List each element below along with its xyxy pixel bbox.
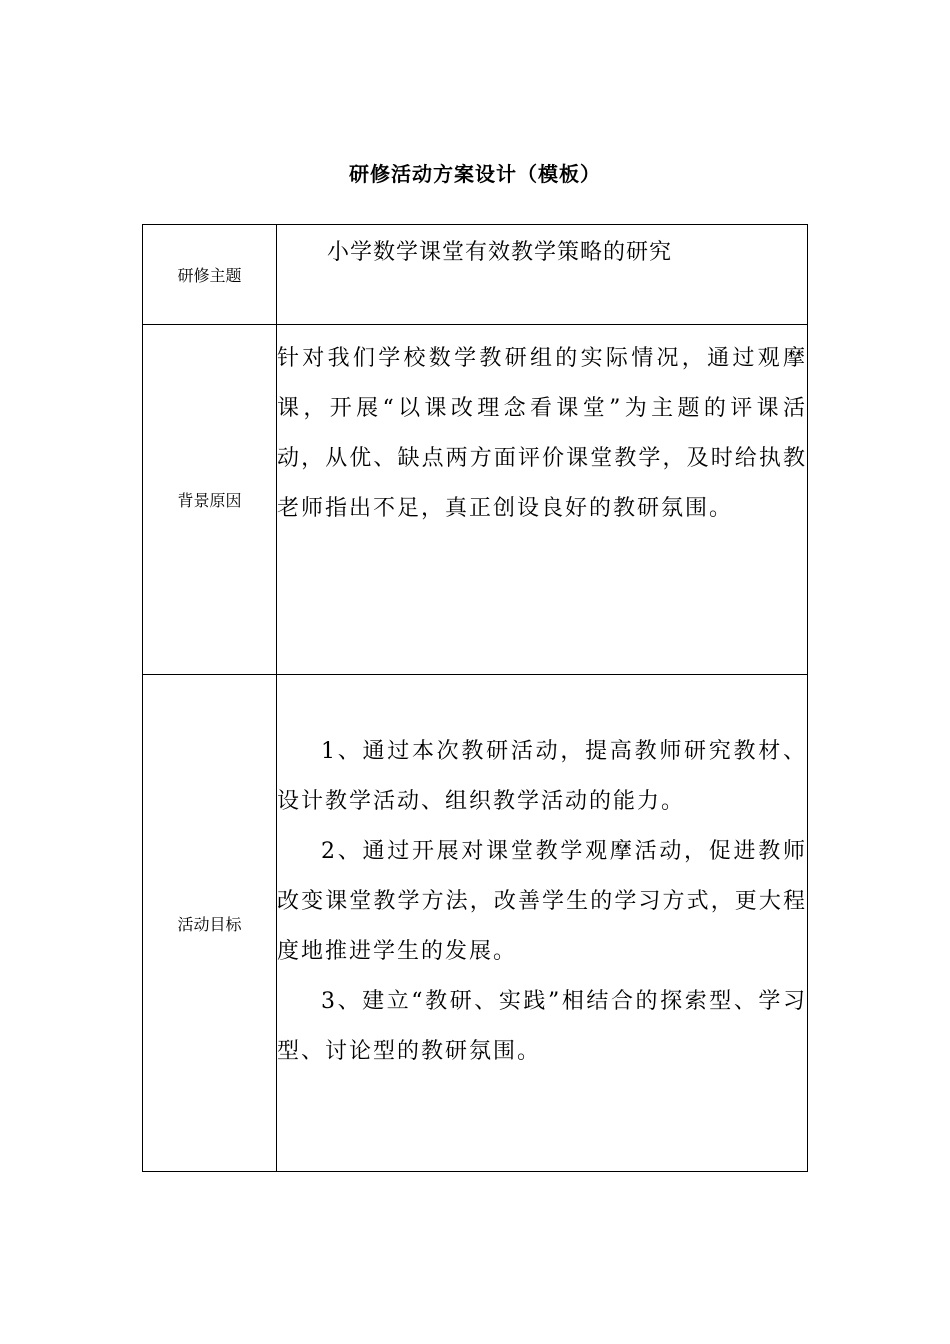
goals-list xyxy=(277,727,807,1077)
goals-label: 活动目标 xyxy=(143,675,277,1172)
table-row-theme xyxy=(143,225,808,325)
background-cell xyxy=(277,325,808,675)
goal-item-1: 1、通过本次教研活动，提高教师研究教材、设计教学活动、组织教学活动的能力。 xyxy=(277,739,807,814)
theme-label: 研修主题 xyxy=(143,225,277,325)
theme-value: 小学数学课堂有效教学策略的研究 xyxy=(327,240,673,265)
table-row-goals xyxy=(143,675,808,1172)
goals-cell xyxy=(277,675,808,1172)
table-row-background xyxy=(143,325,808,675)
document-title: 研修活动方案设计（模板） xyxy=(349,162,601,186)
theme-cell xyxy=(277,225,808,325)
activity-plan-table xyxy=(142,224,808,1172)
background-value: 针对我们学校数学教研组的实际情况，通过观摩课，开展“以课改理念看课堂”为主题的评课活动，从优、缺点两方面评价课堂教学，及时给执教老师指出不足，真正创设良好的教研氛围。 xyxy=(277,346,807,521)
goal-item-3: 3、建立“教研、实践”相结合的探索型、学习型、讨论型的教研氛围。 xyxy=(277,989,807,1064)
goal-item-2: 2、通过开展对课堂教学观摩活动，促进教师改变课堂教学方法，改善学生的学习方式，更大程度地推进学生的发展。 xyxy=(277,839,807,964)
background-label: 背景原因 xyxy=(143,325,277,675)
